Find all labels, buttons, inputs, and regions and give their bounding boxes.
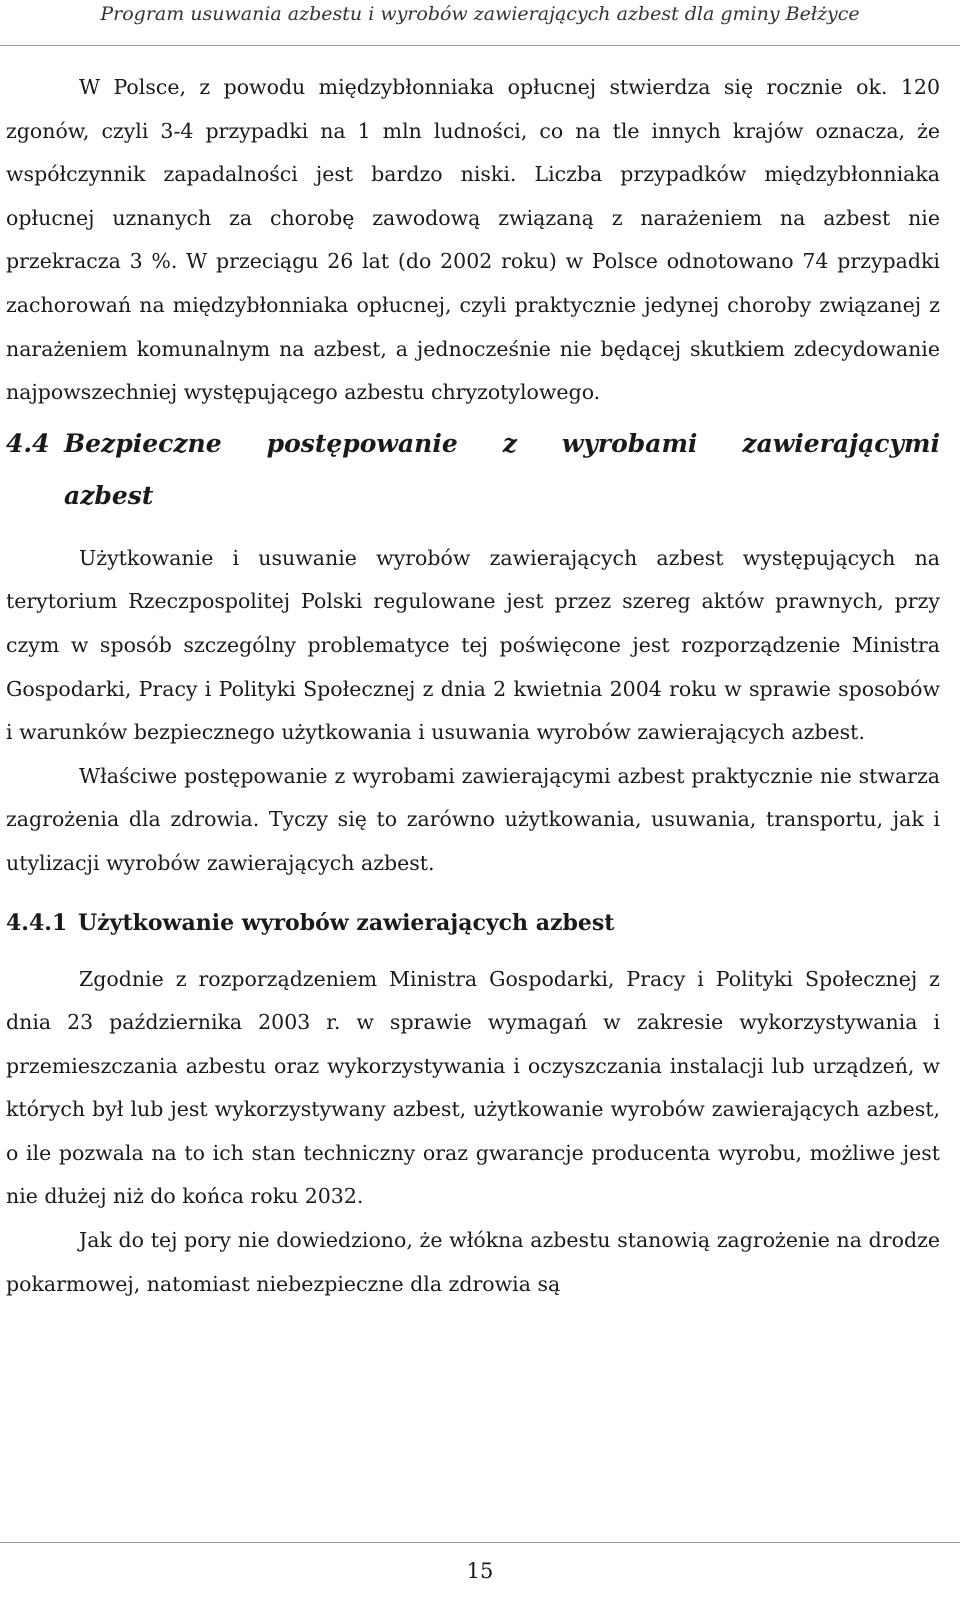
paragraph-4-4-1-b: Jak do tej pory nie dowiedziono, że włókna azbestu stanowią zagrożenie na drodze pokarmowej, natomiast niebezpieczne dla zdrowia są — [6, 1228, 940, 1296]
paragraph-intro: W Polsce, z powodu międzybłonniaka opłucnej stwierdza się rocznie ok. 120 zgonów, czyli 3-4 przypadki na 1 mln ludności, co na tle innych krajów oznacza, że współczynnik zapadalności jest bardzo niski. Liczba przypadków międzybłonniaka opłucnej uznanych za chorobę zawodową związaną z narażeniem na azbest nie przekracza 3 %. W przeciągu 26 lat (do 2002 roku) w Polsce odnotowano 74 przypadki zachorowań na międzybłonniaka opłucnej, czyli praktycznie jedynej choroby związanej z narażeniem komunalnym na azbest, a jednocześnie nie będącej skutkiem zdecydowanie najpowszechniej występującego azbestu chryzotylowego. — [6, 75, 940, 405]
section-title-line-2: azbest — [64, 480, 154, 510]
section-title-line-1: Bezpieczne postępowanie z wyrobami zawierającymi — [64, 428, 940, 458]
running-header — [0, 0, 960, 46]
page-footer — [0, 1542, 960, 1583]
section-heading-4-4-1 — [6, 908, 940, 938]
paragraph-4-4-b: Właściwe postępowanie z wyrobami zawierającymi azbest praktycznie nie stwarza zagrożenia dla zdrowia. Tyczy się to zarówno użytkowania, usuwania, transportu, jak i utylizacji wyrobów zawierających azbest. — [6, 763, 940, 875]
section-heading-4-4 — [6, 429, 940, 511]
page-number: 15 — [466, 1559, 494, 1583]
document-body — [6, 66, 940, 1306]
paragraph-4-4-a: Użytkowanie i usuwanie wyrobów zawierających azbest występujących na terytorium Rzeczpospolitej Polski regulowane jest przez szereg aktów prawnych, przy czym w sposób szczególny problematyce tej poświęcone jest rozporządzenie Ministra Gospodarki, Pracy i Polityki Społecznej z dnia 2 kwietnia 2004 roku w sprawie sposobów i warunków bezpiecznego użytkowania i usuwania wyrobów zawierających azbest. — [6, 545, 940, 745]
paragraph-4-4-1-a: Zgodnie z rozporządzeniem Ministra Gospodarki, Pracy i Polityki Społecznej z dnia 23 października 2003 r. w sprawie wymagań w zakresie wykorzystywania i przemieszczania azbestu oraz wykorzystywania i oczyszczania instalacji lub urządzeń, w których był lub jest wykorzystywany azbest, użytkowanie wyrobów zawierających azbest, o ile pozwala na to ich stan techniczny oraz gwarancje producenta wyrobu, możliwe jest nie dłużej niż do końca roku 2032. — [6, 966, 940, 1209]
running-title: Program usuwania azbestu i wyrobów zawierających azbest dla gminy Bełżyce — [100, 3, 860, 25]
section-number: 4.4 — [6, 428, 50, 458]
subsection-number: 4.4.1 — [6, 909, 68, 936]
subsection-title: Użytkowanie wyrobów zawierających azbest — [78, 909, 615, 936]
